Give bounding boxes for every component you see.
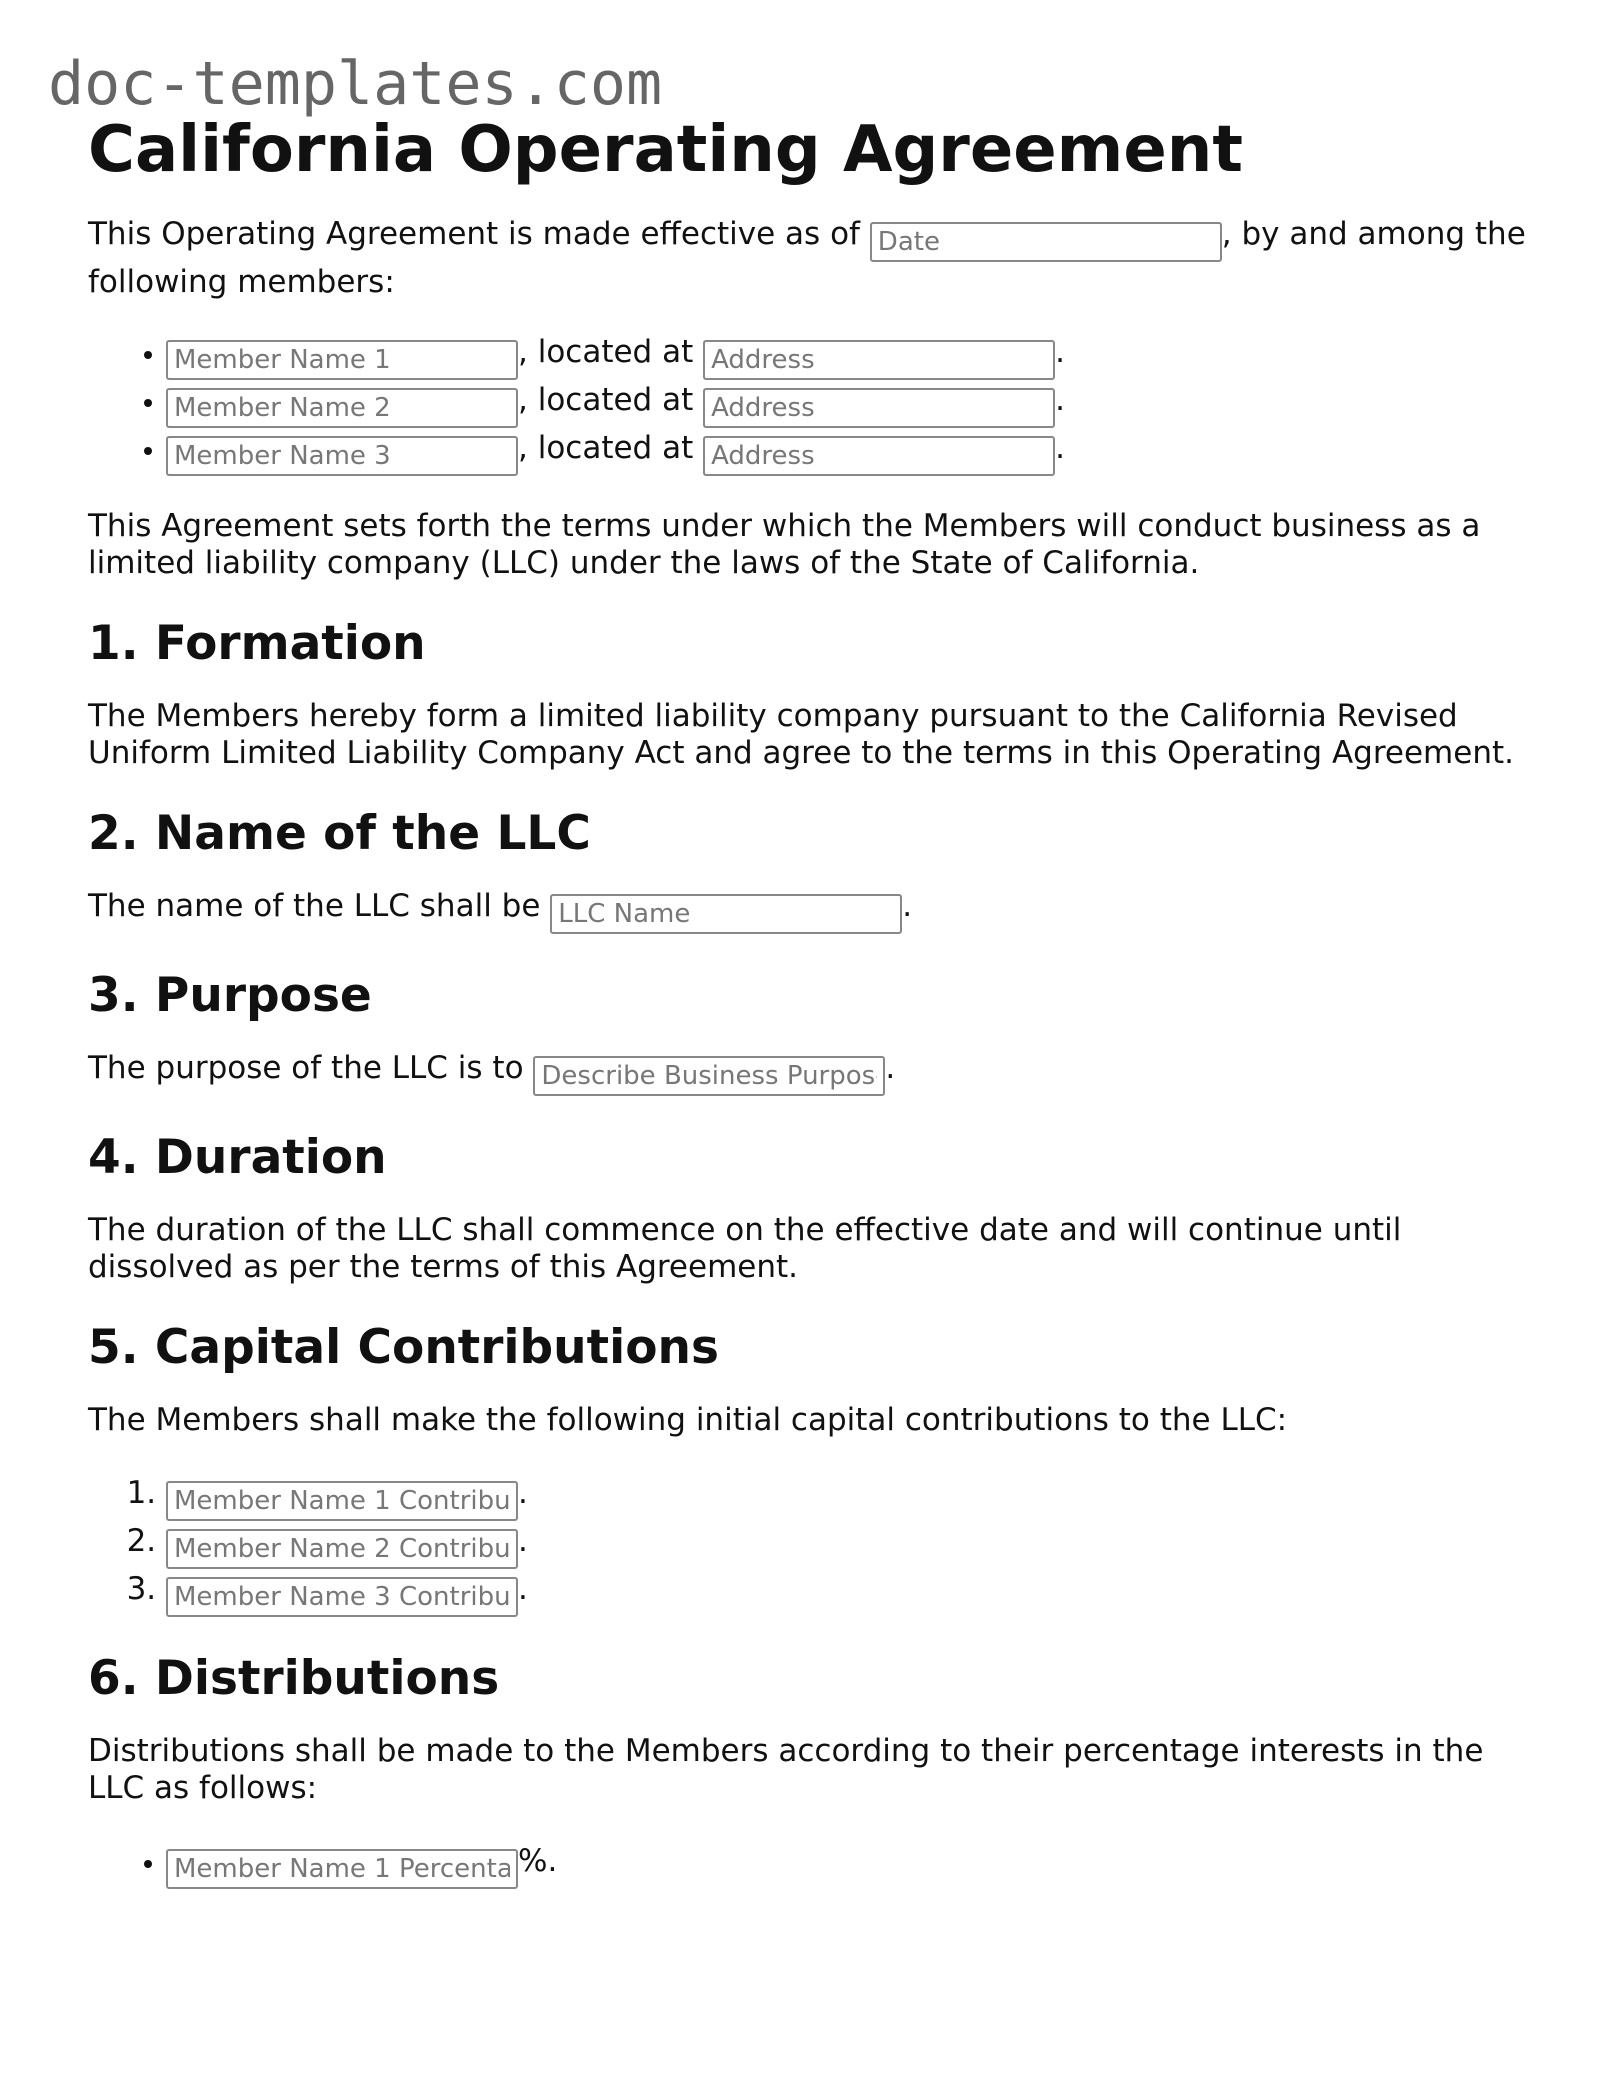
located-at-label: , located at: [518, 430, 704, 466]
member-address-2-input[interactable]: [703, 388, 1055, 428]
llc-name-heading: 2. Name of the LLC: [88, 806, 591, 861]
purpose-text-after: .: [885, 1050, 896, 1086]
contributions-list: [88, 1473, 1528, 1617]
list-item: [166, 332, 1528, 380]
list-item-end: .: [1055, 382, 1065, 418]
llc-name-text-before: The name of the LLC shall be: [88, 888, 551, 924]
member-1-contribution-input[interactable]: [166, 1481, 518, 1521]
llc-name-text-after: .: [902, 888, 913, 924]
business-purpose-input[interactable]: [533, 1056, 885, 1096]
list-item: [166, 428, 1528, 476]
agreement-paragraph: This Agreement sets forth the terms under which the Members will conduct business as a limited liability company (LLC) under the laws of the State of California.: [88, 508, 1481, 581]
list-item-end: .: [518, 1571, 528, 1607]
intro-text-after: , by and among the following members:: [88, 216, 1526, 300]
distributions-paragraph: Distributions shall be made to the Members according to their percentage interests in the LLC as follows:: [88, 1733, 1484, 1806]
duration-heading: 4. Duration: [88, 1130, 387, 1185]
formation-paragraph: The Members hereby form a limited liability company pursuant to the California Revised Uniform Limited Liability Company Act and agree to the terms in this Operating Agreement.: [88, 698, 1514, 771]
member-name-3-input[interactable]: [166, 436, 518, 476]
member-2-contribution-input[interactable]: [166, 1529, 518, 1569]
member-3-contribution-input[interactable]: [166, 1577, 518, 1617]
llc-name-input[interactable]: [550, 894, 902, 934]
capital-contributions-paragraph: The Members shall make the following initial capital contributions to the LLC:: [88, 1402, 1288, 1438]
list-item: [166, 1521, 1528, 1569]
purpose-text-before: The purpose of the LLC is to: [88, 1050, 534, 1086]
distributions-heading: 6. Distributions: [88, 1651, 500, 1706]
list-item: [166, 1841, 1528, 1889]
list-item: [166, 1569, 1528, 1617]
list-item: [166, 1473, 1528, 1521]
document-body: [88, 110, 1528, 1921]
list-item-end: .: [1055, 430, 1065, 466]
purpose-heading: 3. Purpose: [88, 968, 372, 1023]
member-name-2-input[interactable]: [166, 388, 518, 428]
list-item-end: %.: [518, 1843, 558, 1879]
intro-paragraph: [88, 214, 1528, 302]
list-item: [166, 380, 1528, 428]
member-name-1-input[interactable]: [166, 340, 518, 380]
member-address-1-input[interactable]: [703, 340, 1055, 380]
llc-name-paragraph: [88, 888, 1528, 934]
document-title: California Operating Agreement: [88, 113, 1243, 187]
members-list: [88, 332, 1528, 476]
member-1-percentage-input[interactable]: [166, 1849, 518, 1889]
intro-text-before: This Operating Agreement is made effective as of: [88, 216, 870, 252]
list-item-end: .: [518, 1523, 528, 1559]
capital-contributions-heading: 5. Capital Contributions: [88, 1320, 719, 1375]
formation-heading: 1. Formation: [88, 616, 426, 671]
list-item-end: .: [1055, 334, 1065, 370]
list-item-end: .: [518, 1475, 528, 1511]
duration-paragraph: The duration of the LLC shall commence on the effective date and will continue until dissolved as per the terms of this Agreement.: [88, 1212, 1402, 1285]
purpose-paragraph: [88, 1050, 1528, 1096]
distributions-list: [88, 1841, 1528, 1889]
located-at-label: , located at: [518, 382, 704, 418]
watermark: doc-templates.com: [48, 49, 663, 119]
located-at-label: , located at: [518, 334, 704, 370]
member-address-3-input[interactable]: [703, 436, 1055, 476]
effective-date-input[interactable]: [870, 222, 1222, 262]
